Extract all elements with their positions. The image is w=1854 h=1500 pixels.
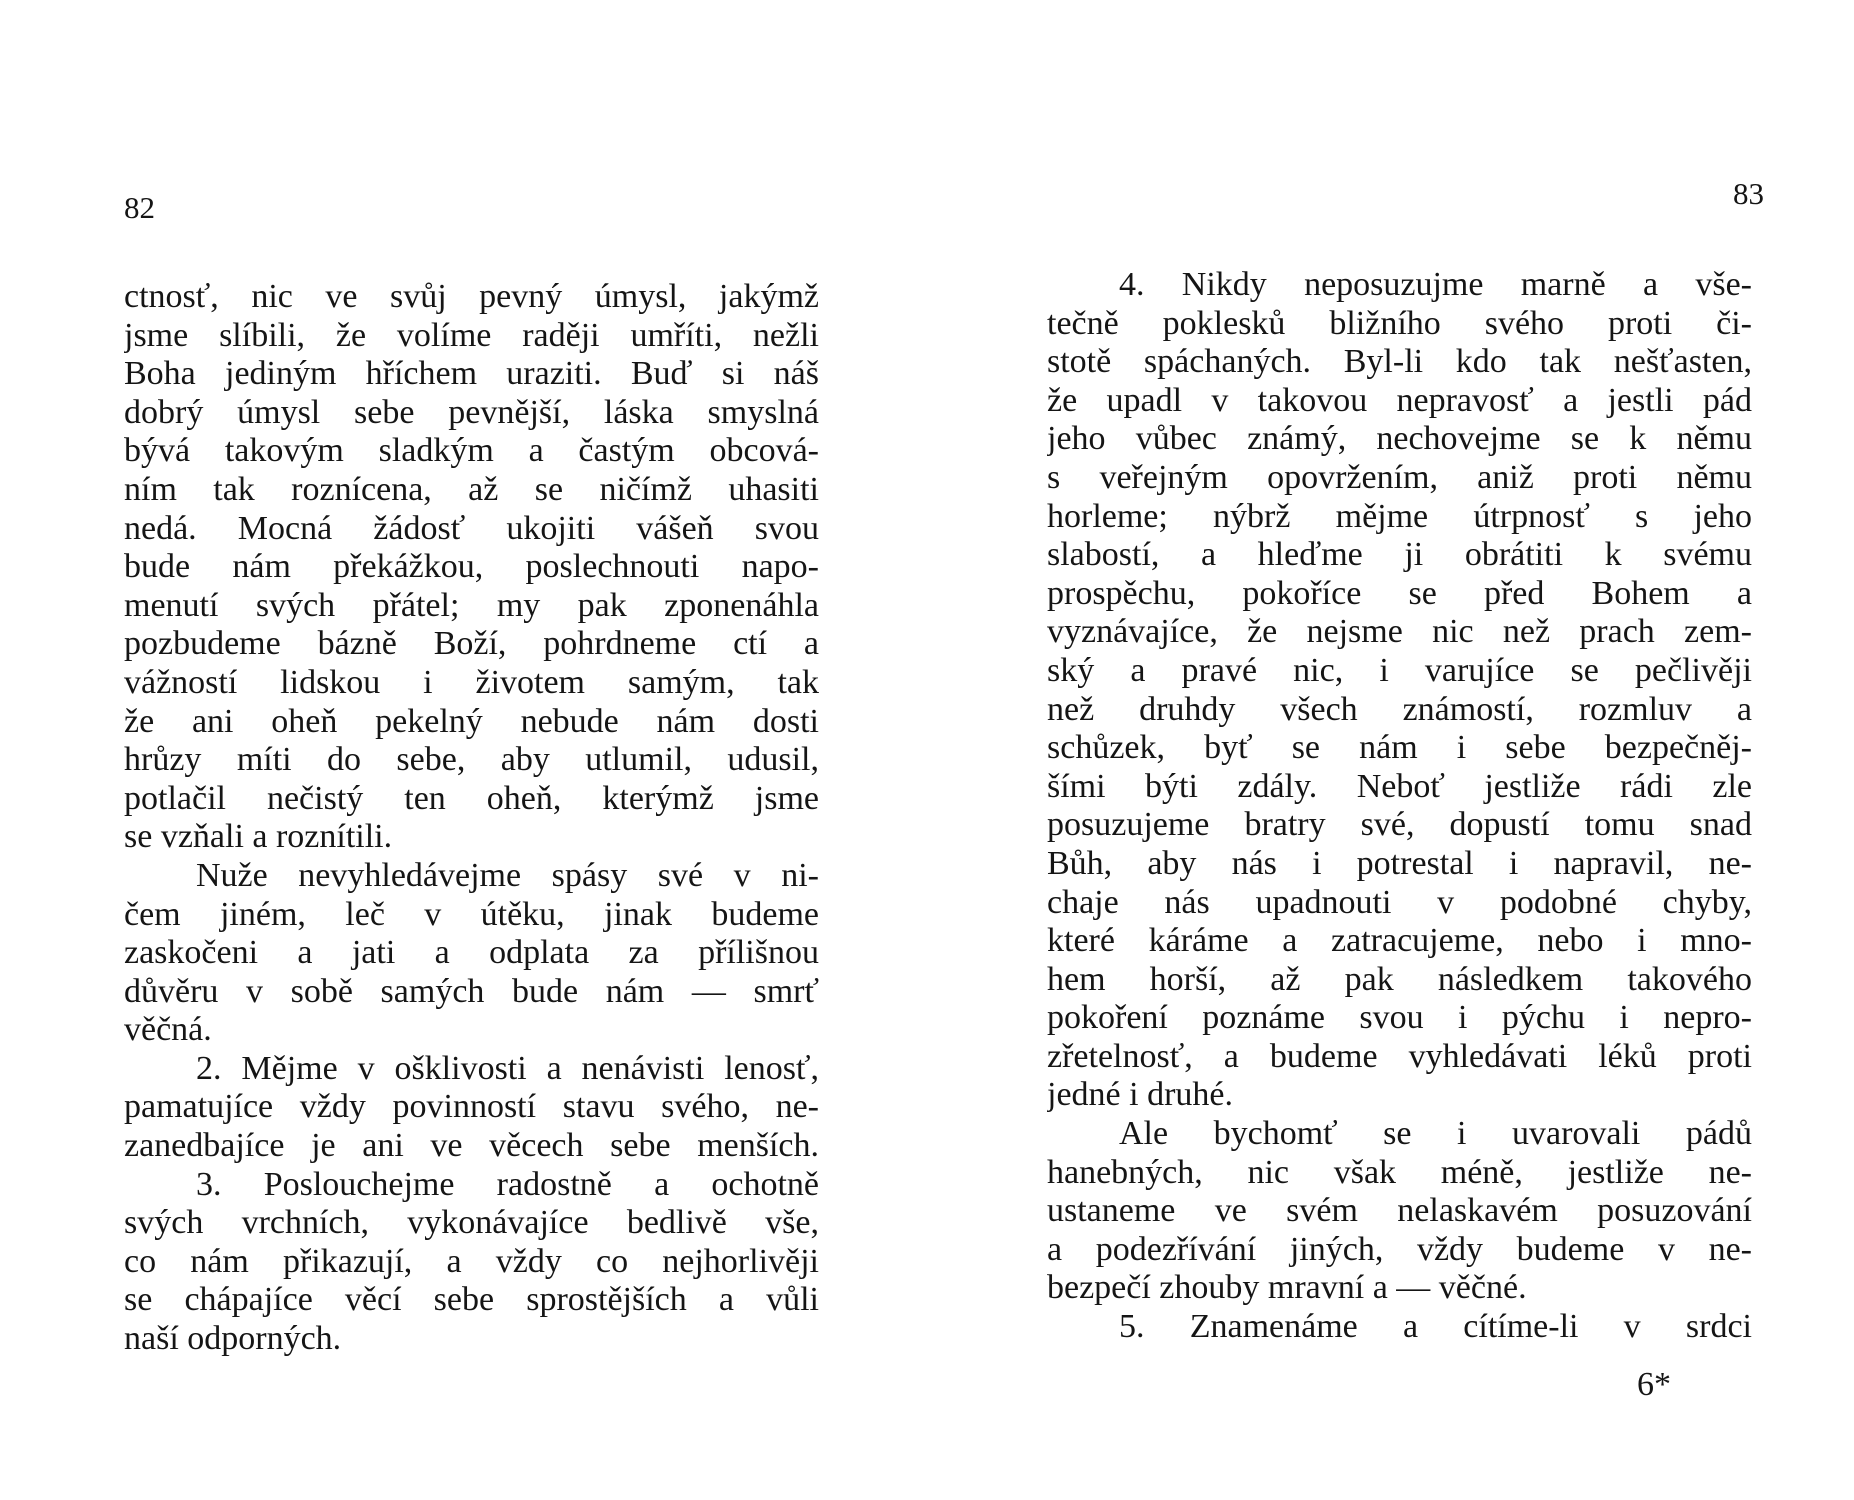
text-line: dobrý úmysl sebe pevnější, láska smyslná (124, 393, 819, 431)
text-line: ním tak roznícena, až se ničímž uhasiti (124, 470, 819, 508)
text-line: pozbudeme bázně Boží, pohrdneme ctí a (124, 625, 819, 663)
text-line: věčná. (124, 1011, 212, 1049)
text-line: naší odporných. (124, 1320, 342, 1358)
text-line: hrůzy míti do sebe, aby utlumil, udusil, (124, 741, 819, 779)
text-line: 4. Nikdy neposuzujme marně a vše- (1119, 266, 1752, 303)
text-line: důvěru v sobě samých bude nám — smrť (124, 972, 819, 1010)
page-number-right: 83 (1733, 176, 1764, 211)
text-line: jsme slíbili, že volíme raději umříti, nežli (124, 316, 819, 354)
text-line: které káráme a zatracujeme, nebo i mno- (1047, 922, 1752, 960)
text-line: co nám přikazují, a vždy co nejhorlivěji (124, 1242, 819, 1280)
text-line: ctnosť, nic ve svůj pevný úmysl, jakýmž (124, 278, 819, 315)
text-line: menutí svých přátel; my pak zponenáhla (124, 586, 819, 624)
text-line: pokoření poznáme svou i pýchu i nepro- (1047, 999, 1752, 1037)
text-line: ustaneme ve svém nelaskavém posuzování (1047, 1192, 1752, 1230)
text-line: hanebných, nic však méně, jestliže ne- (1047, 1153, 1752, 1191)
text-line: tečně poklesků bližního svého proti či- (1047, 304, 1752, 342)
text-line: Bůh, aby nás i potrestal i napravil, ne- (1047, 844, 1752, 882)
text-line: než druhdy všech známostí, rozmluv a (1047, 690, 1752, 728)
text-line: se vzňali a roznítili. (124, 818, 393, 856)
text-line: prospěchu, pokoříce se před Bohem a (1047, 574, 1752, 612)
text-line: nedá. Mocná žádosť ukojiti vášeň svou (124, 509, 819, 547)
text-line: jeho vůbec známý, nechovejme se k němu (1047, 420, 1752, 458)
text-line: jedné i druhé. (1047, 1076, 1233, 1114)
signature-mark: 6* (1637, 1366, 1671, 1403)
text-line: chaje nás upadnouti v podobné chyby, (1047, 883, 1752, 921)
text-line: 3. Poslouchejme radostně a ochotně (196, 1165, 819, 1203)
text-line: pamatujíce vždy povinností stavu svého, ne- (124, 1088, 819, 1126)
right-page-text (1047, 266, 1752, 1347)
text-line: Nuže nevyhledávejme spásy své v ni- (196, 856, 819, 894)
text-line: slabostí, a hleďme ji obrátiti k svému (1047, 536, 1752, 574)
text-line: svých vrchních, vykonávajíce bedlivě vše, (124, 1204, 819, 1242)
left-page-text (124, 278, 819, 1359)
text-line: bývá takovým sladkým a častým obcová- (124, 432, 819, 470)
text-line: Boha jediným hříchem uraziti. Buď si náš (124, 355, 819, 393)
text-line: zřetelnosť, a budeme vyhledávati léků proti (1047, 1037, 1752, 1075)
page-number-left: 82 (124, 190, 155, 225)
text-line: zaskočeni a jati a odplata za přílišnou (124, 934, 819, 972)
text-line: s veřejným opovržením, aniž proti němu (1047, 458, 1752, 496)
text-line: bude nám překážkou, poslechnouti napo- (124, 548, 819, 586)
text-line: že upadl v takovou nepravosť a jestli pád (1047, 381, 1752, 419)
text-line: vážností lidskou i životem samým, tak (124, 663, 819, 701)
text-line: 2. Mějme v ošklivosti a nenávisti lenosť, (196, 1049, 819, 1087)
text-line: vyznávajíce, že nejsme nic než prach zem- (1047, 613, 1752, 651)
right-page (927, 0, 1854, 1500)
text-line: že ani oheň pekelný nebude nám dosti (124, 702, 819, 740)
text-line: horleme; nýbrž mějme útrpnosť s jeho (1047, 497, 1752, 535)
text-line: zanedbajíce je ani ve věcech sebe menších. (124, 1127, 819, 1165)
text-line: stotě spáchaných. Byl-li kdo tak nešťasten, (1047, 343, 1752, 381)
text-line: se chápajíce věcí sebe sprostějších a vůli (124, 1281, 819, 1319)
text-line: hem horší, až pak následkem takového (1047, 960, 1752, 998)
text-line: potlačil nečistý ten oheň, kterýmž jsme (124, 779, 819, 817)
text-line: šími býti zdály. Neboť jestliže rádi zle (1047, 767, 1752, 805)
text-line: a podezřívání jiných, vždy budeme v ne- (1047, 1230, 1752, 1268)
text-line: bezpečí zhouby mravní a — věčné. (1047, 1269, 1527, 1307)
text-line: posuzujeme bratry své, dopustí tomu snad (1047, 806, 1752, 844)
text-line: schůzek, byť se nám i sebe bezpečněj- (1047, 729, 1752, 767)
text-line: ský a pravé nic, i varujíce se pečlivěji (1047, 651, 1752, 689)
text-line: Ale bychomť se i uvarovali pádů (1119, 1115, 1752, 1153)
text-line: 5. Znamenáme a cítíme-li v srdci (1119, 1308, 1752, 1346)
text-line: čem jiném, leč v útěku, jinak budeme (124, 895, 819, 933)
